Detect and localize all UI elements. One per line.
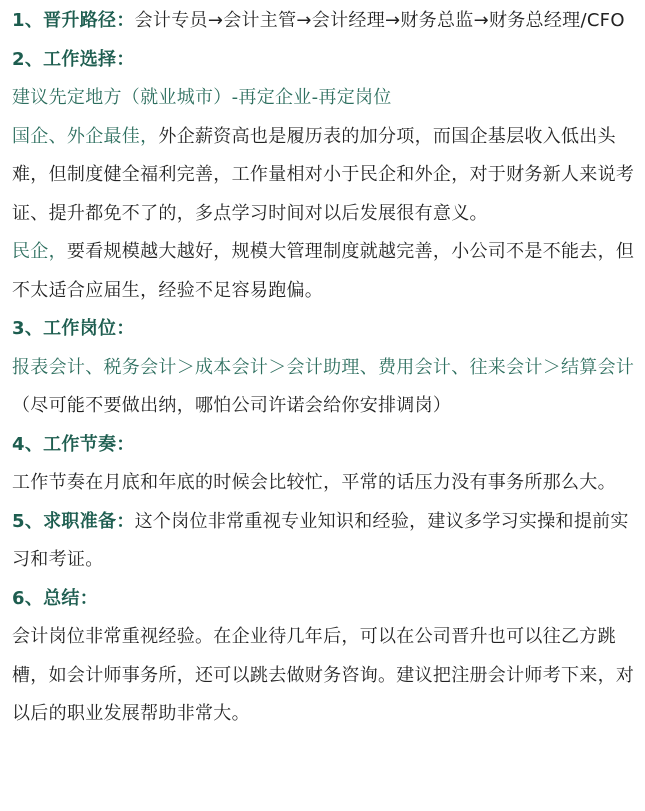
paragraph-text: 会计岗位非常重视经验。在企业待几年后，可以在公司晋升也可以往乙方跳槽，如会计师事务所，还可以跳去做财务咨询。建议把注册会计师考下来，对以后的职业发展帮助非常大。 <box>12 626 635 724</box>
work-pace-body <box>12 464 637 503</box>
section-work-pace <box>12 426 637 465</box>
section-promotion-path <box>12 2 637 41</box>
ranking-note: （尽可能不要做出纳，哪怕公司许诺会给你安排调岗） <box>12 395 452 416</box>
job-choice-advice <box>12 79 637 118</box>
section-summary <box>12 580 637 619</box>
section-heading: 1、晋升路径： <box>12 10 135 31</box>
paragraph-text: 要看规模越大越好，规模大管理制度就越完善，小公司不是不能去，但不太适合应届生，经验不足容易跑偏。 <box>12 241 635 301</box>
section-heading: 5、求职准备： <box>12 510 135 532</box>
section-heading: 4、工作节奏： <box>12 433 135 455</box>
section-job-positions <box>12 310 637 349</box>
section-heading: 2、工作选择： <box>12 48 135 70</box>
section-heading: 6、总结： <box>12 587 99 609</box>
paragraph-text: 这个岗位非常重视专业知识和经验，建议多学习实操和提前实习和考证。 <box>12 510 629 570</box>
section-job-prep <box>12 503 637 580</box>
paragraph-lead: 民企， <box>12 241 67 262</box>
paragraph-text: 工作节奏在月底和年底的时候会比较忙，平常的话压力没有事务所那么大。 <box>12 472 616 493</box>
paragraph-text: 外企薪资高也是履历表的加分项，而国企基层收入低出头难，但制度健全福利完善，工作量相对小于民企和外企，对于财务新人来说考证、提升都免不了的，多点学习时间对以后发展很有意义。 <box>12 125 635 224</box>
ranking-text: 报表会计、税务会计＞成本会计＞会计助理、费用会计、往来会计＞结算会计 <box>12 356 635 378</box>
paragraph-state-foreign <box>12 118 637 234</box>
summary-body <box>12 618 637 734</box>
section-heading: 3、工作岗位： <box>12 318 135 339</box>
paragraph-lead: 国企、外企最佳， <box>12 125 159 147</box>
promotion-path-text: 会计专员→会计主管→会计经理→财务总监→财务总经理/CFO <box>134 10 625 31</box>
positions-ranking <box>12 349 637 426</box>
advice-text: 建议先定地方（就业城市）-再定企业-再定岗位 <box>12 87 392 108</box>
section-job-choice <box>12 41 637 80</box>
paragraph-private <box>12 233 637 310</box>
